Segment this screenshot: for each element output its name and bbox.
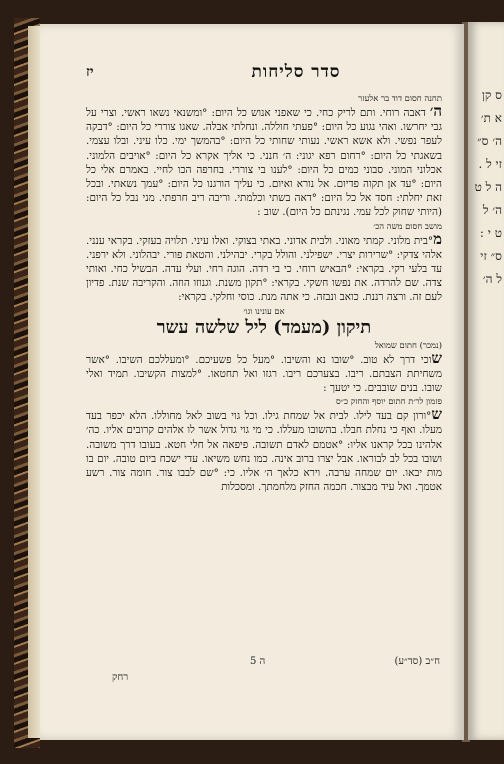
paragraph [86, 104, 442, 220]
section-attribution: פזמון לר׳ת חתום יוסף והחזק כ״ס [336, 396, 442, 407]
paragraph-text: °בית מלוני. קמתי מאוני. ולבית אדוני. באתי בצוקי. ואלו עיני. תלויה בעזקי. בקראי ענני. אלהי צדקי: °שרירות יצרי. ישפילני. והולל בקרי. יבהילני. והטאת פורי. יבהלוני. ולא ירפני. עד בלעי רקי. בקראי: °הבאיש רוחי. כי בי רדה. הוגה רחי. ועלי עדה. הבשיל כחי. ואותי צדה. שם להרדה. את נפשו חשקי. בקראי: °תקון משנת. וגנוזו הוזה. והקריבה שנת. פדיון לעם זה. ורצה רננת. כואב ונבזה. כי אתה מנת. כוסי וחלקי. בקראי: [86, 234, 442, 304]
refrain-line: אם עונינו וגו׳ [243, 305, 285, 316]
body-text [86, 92, 442, 632]
book-reference: (סד״ע) ח״ב [394, 656, 440, 667]
initial-word: ש [431, 405, 442, 424]
section-attribution: (נמכר) חתום שמואל [374, 339, 442, 350]
section-attribution: מושב חסום משה הכ׳ [373, 220, 442, 231]
initial-word: ש [431, 348, 442, 367]
initial-word: ה׳ [429, 102, 442, 120]
catchword: רחק [112, 672, 129, 683]
paragraph [86, 229, 442, 305]
facing-page-edge-text: ס קן א ת׳ ה׳ ס״ זי ל . ה ל ט ה׳ ל ט י : ס״ זי ל ה׳ [474, 88, 502, 286]
paragraph-text: וכי דרך לא טוב. °שובו נא והשיבו. °מעל כל פשעיכם. °ומעללכם השיבו. °אשר משחיתת הצבתם. ריבו. בצערכם ריבו. רגזו ואל תחטאו. °למצות הקשיבו. תמיד ואלי שובו. בנים שובבים. כי יטעך : [86, 353, 442, 395]
paragraph-text: °ורון קם בעד לילו. לבית אל שמחת גילו. וכל גוי בשוב לאל מחוללו. הלא יכפר בעד מעלו. ואף כי נחלת חבלו. בהשובו מעללו. כי מי גוי גדול אשר לו אלהים קרובים אליו. כה׳ אלהינו בכל קראנו אליו: °אטמם לאדם תשובה. פיפאה אל חלי חטא. בעובו דרך משובה. ושובו בכל לב לבוראו. אבל יצרו ברוב אינה. כמו נחש משיאו. עדי ישכח ביום טובה. יום בו מות יבאו. יום שמחה ערבה. וירא כלאך ה׳ אליו. כי: °שם לבבו צור. חומה צור. רשע אטמך. ואל עיד מבצור. חכמה החזק מלחמתך. ומסכלות [86, 410, 442, 494]
paragraph [86, 407, 442, 494]
facing-page-sliver [468, 22, 504, 740]
section-heading: תיקון (מעמד) ליל שלשה עשר [156, 316, 372, 338]
page-title: סדר סליחות [251, 62, 341, 82]
signature-mark: ה 5 [250, 656, 266, 667]
page-header [86, 64, 442, 86]
paragraph [86, 348, 442, 396]
page-number: יז [86, 64, 94, 80]
initial-word: מ [433, 229, 442, 248]
paragraph-text: דאבה רוחי. ותם לריק כחי. כי שאפני אנוש כל היום: °ומשנאי נשאו ראשי. וצרי על גבי יחרשו. ואהי נגוע כל היום: °פעתי חוללה. ונחלתי אבלה. שאגו צוררי כל היום: °דבקה לעפר נפשי. ולא אשא ראשי. נעותי שחותי כל היום: °בהמשך ימי. כלו עיני. ובלו עצמי. בשאגתי כל היום: °רחום רפא יגוני: ה׳ חנני. כי אליך אקרא כל היום: °אויבים הלמוני. אכלוני המוני. סבוני כמים כל היום: °לענו בי צוררי. בחרפה הכו לחיי. באמרם אלי כל היום: °עד אן תקוה פדיום. אל נורא ואיום. כי עליך הורגנו כל היום: °עמך נשאתי. ובכל זאת יחלתי: חסד אל כל היום: °דאה בשתי וכלמתי. וריבה ריב חרפתי. מני נבל כל היום: (היותי שחוק לכל עמי. נגינתם כל היום). שוב : [86, 107, 442, 219]
section-attribution: תחנה חסום דוד בר אלעזר [358, 93, 442, 103]
page-footer [100, 656, 440, 683]
